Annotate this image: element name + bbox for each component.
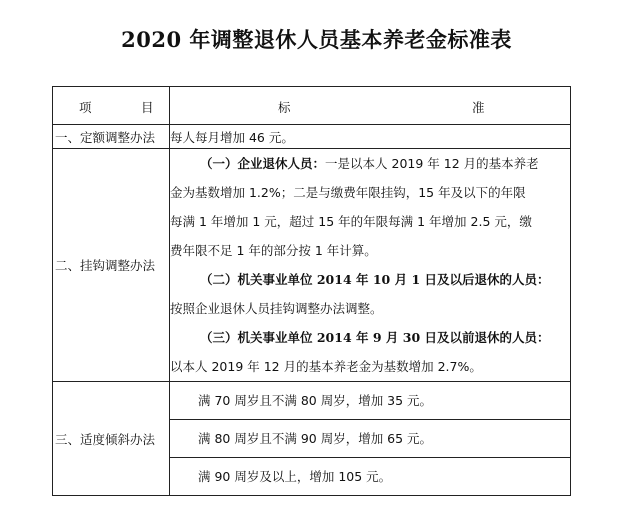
page-title: 2020 年调整退休人员基本养老金标准表 xyxy=(121,27,512,52)
header-standard-char-1: 标 xyxy=(278,100,291,115)
paragraph-line: （二）机关事业单位 2014 年 10 月 1 日及以后退休的人员： xyxy=(200,272,550,287)
table-row xyxy=(53,382,571,496)
header-standard-char-2: 准 xyxy=(472,100,485,115)
category-cell: 一、定额调整办法 xyxy=(53,125,170,149)
paragraph-line: （一）企业退休人员：一是以本人 2019 年 12 月的基本养老 xyxy=(200,156,539,171)
category-cell: 二、挂钩调整办法 xyxy=(53,149,170,382)
table-row xyxy=(53,149,571,382)
sub-item-list xyxy=(170,382,570,495)
header-item-cell xyxy=(53,87,170,125)
header-item-char-1: 项 xyxy=(79,100,92,115)
paragraph-line: 金为基数增加 1.2%；二是与缴费年限挂钩，15 年及以下的年限 xyxy=(170,185,526,200)
header-standard-cell xyxy=(170,87,571,125)
paragraph-line: 按照企业退休人员挂钩调整办法调整。 xyxy=(170,301,383,316)
header-item-char-2: 目 xyxy=(141,100,154,115)
table-header-row xyxy=(53,87,571,125)
standard-cell xyxy=(170,382,571,496)
category-cell: 三、适度倾斜办法 xyxy=(53,382,170,496)
standard-cell xyxy=(170,149,571,382)
table-row xyxy=(53,125,571,149)
sub-item: 满 90 周岁及以上，增加 105 元。 xyxy=(198,469,392,484)
sub-item: 满 70 周岁且不满 80 周岁，增加 35 元。 xyxy=(170,382,570,420)
standard-paragraph xyxy=(170,149,570,381)
paragraph-line: 以本人 2019 年 12 月的基本养老金为基数增加 2.7%。 xyxy=(170,359,482,374)
paragraph-line: 每满 1 年增加 1 元，超过 15 年的年限每满 1 年增加 2.5 元，缴 xyxy=(170,214,532,229)
standard-table xyxy=(52,86,571,496)
sub-item: 满 80 周岁且不满 90 周岁，增加 65 元。 xyxy=(170,420,570,458)
standard-cell: 每人每月增加 46 元。 xyxy=(170,125,571,149)
paragraph-line: 费年限不足 1 年的部分按 1 年计算。 xyxy=(170,243,377,258)
paragraph-line: （三）机关事业单位 2014 年 9 月 30 日及以前退休的人员： xyxy=(200,330,550,345)
